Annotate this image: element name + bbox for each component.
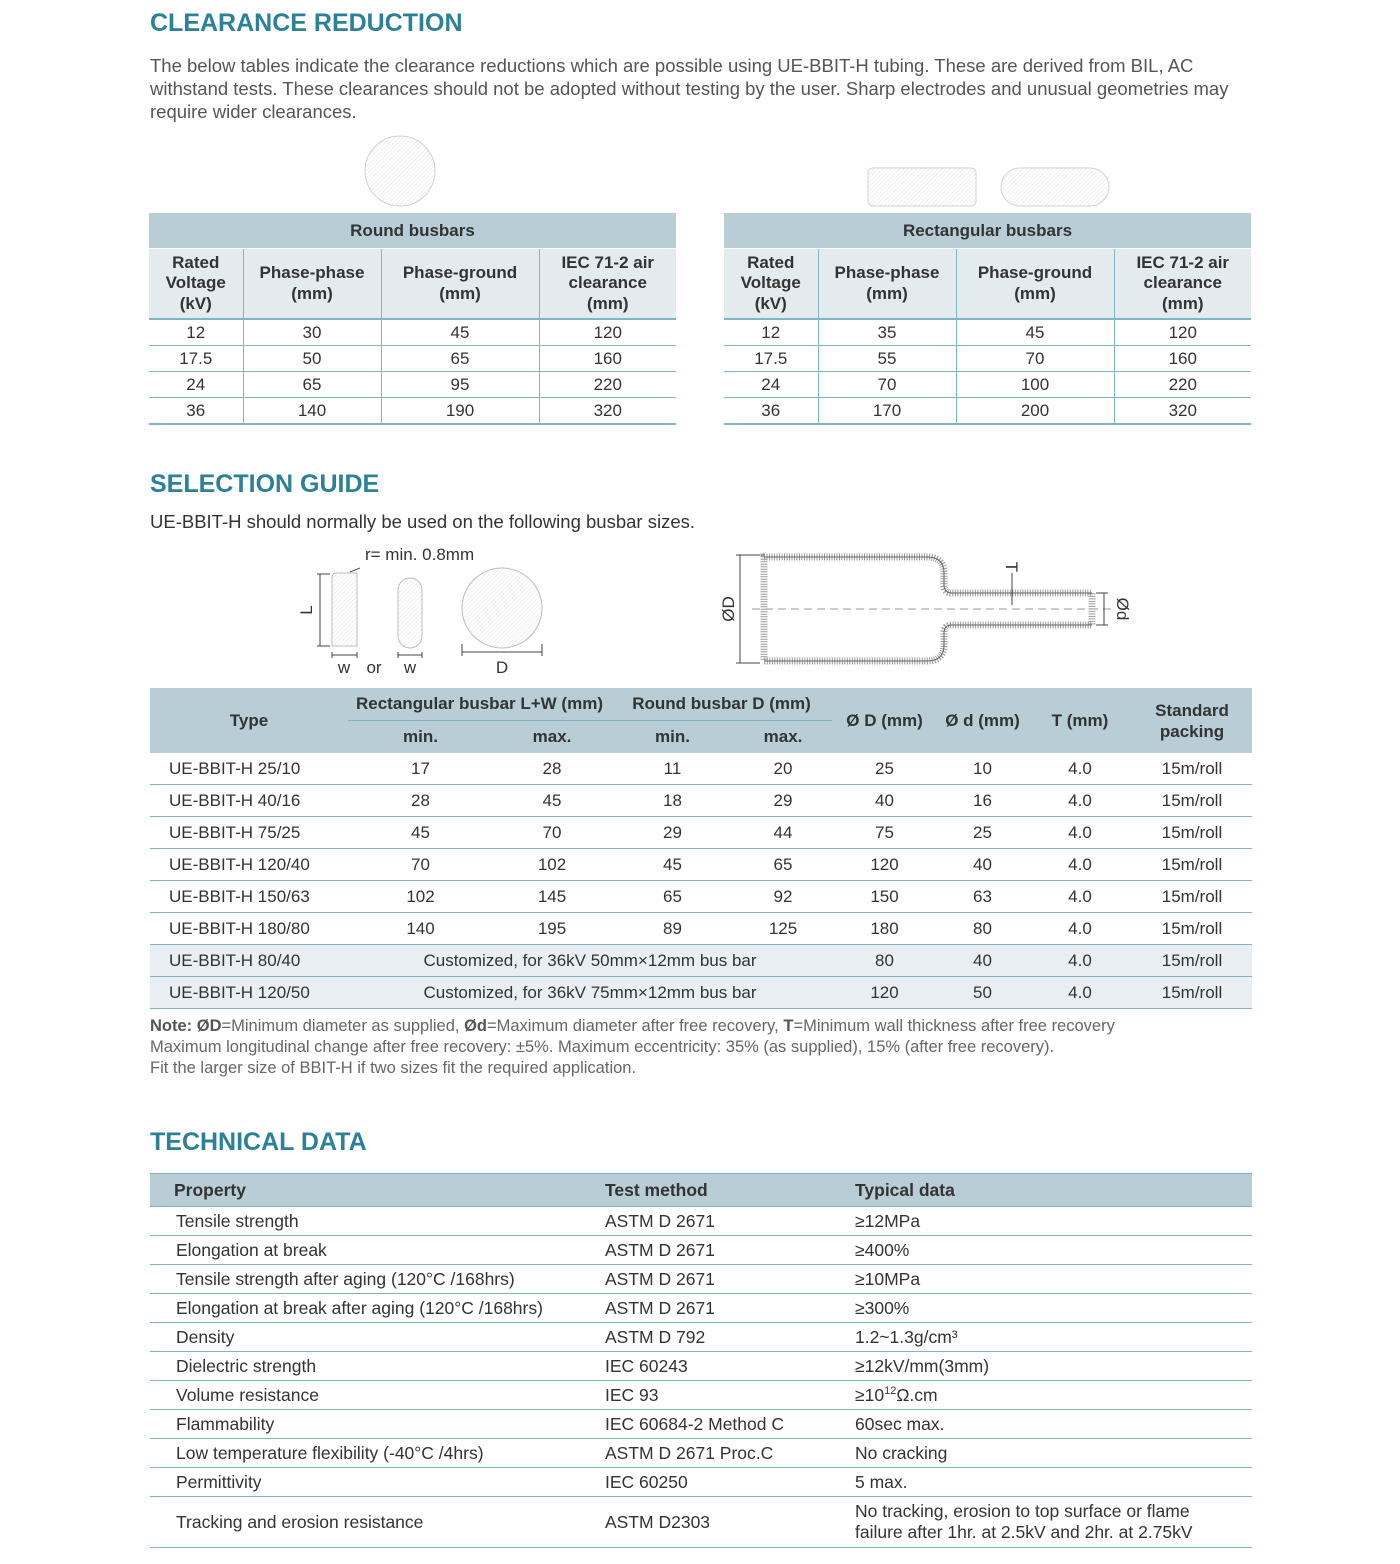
- table-row: [149, 319, 676, 346]
- table-cell: 35: [818, 319, 956, 346]
- column-header: Type: [150, 688, 348, 753]
- table-cell: 195: [493, 913, 611, 945]
- property-cell: Dielectric strength: [150, 1352, 605, 1381]
- table-cell: 92: [734, 881, 832, 913]
- test-method-cell: IEC 60243: [605, 1352, 855, 1381]
- typical-data-cell: ≥400%: [855, 1236, 1252, 1265]
- table-row: [150, 945, 1252, 977]
- table-row: [150, 881, 1252, 913]
- column-header: Phase-ground (mm): [381, 249, 539, 320]
- table-cell: 125: [734, 913, 832, 945]
- selection-intro: UE-BBIT-H should normally be used on the following busbar sizes.: [150, 511, 695, 532]
- table-row: [150, 1323, 1252, 1352]
- type-cell: UE-BBIT-H 120/50: [150, 977, 348, 1009]
- table-cell: 12: [149, 319, 243, 346]
- table-cell: 102: [493, 849, 611, 881]
- type-cell: UE-BBIT-H 120/40: [150, 849, 348, 881]
- table-cell: 44: [734, 817, 832, 849]
- column-header: Phase-phase (mm): [818, 249, 956, 320]
- property-cell: Tensile strength: [150, 1207, 605, 1236]
- technical-heading: TECHNICAL DATA: [150, 1128, 367, 1156]
- table-cell: 190: [381, 398, 539, 425]
- column-header: Rated Voltage (kV): [724, 249, 818, 320]
- table-cell: 70: [956, 346, 1114, 372]
- table-cell: 17: [348, 753, 493, 785]
- typical-line: failure after 1hr. at 2.5kV and 2hr. at 2.75kV: [855, 1522, 1193, 1542]
- note-text: =Minimum wall thickness after free recovery: [793, 1017, 1115, 1035]
- column-header: IEC 71-2 air clearance (mm): [1114, 249, 1251, 320]
- table-cell: 4.0: [1028, 753, 1132, 785]
- test-method-cell: ASTM D 2671: [605, 1207, 855, 1236]
- table-row: [150, 977, 1252, 1009]
- table-cell: 17.5: [149, 346, 243, 372]
- table-cell: 15m/roll: [1132, 753, 1252, 785]
- table-cell: 29: [611, 817, 734, 849]
- table-cell: 145: [493, 881, 611, 913]
- table-cell: 65: [734, 849, 832, 881]
- selection-table: [150, 688, 1252, 1009]
- table-cell: 12: [724, 319, 818, 346]
- table-cell: 15m/roll: [1132, 945, 1252, 977]
- note-text: =Minimum diameter as supplied,: [221, 1017, 465, 1035]
- d-symbol: Ød: [464, 1017, 487, 1035]
- table-cell: 200: [956, 398, 1114, 425]
- table-cell: 80: [832, 945, 937, 977]
- column-header: min.: [348, 721, 493, 754]
- note-line: Fit the larger size of BBIT-H if two sizes fit the required application.: [150, 1059, 637, 1077]
- table-cell: 4.0: [1028, 785, 1132, 817]
- type-cell: UE-BBIT-H 40/16: [150, 785, 348, 817]
- table-cell: 4.0: [1028, 849, 1132, 881]
- table-cell: 70: [348, 849, 493, 881]
- round-busbars-table: [149, 213, 676, 425]
- property-cell: Permittivity: [150, 1468, 605, 1497]
- table-cell: 120: [832, 977, 937, 1009]
- typical-data-cell: 5 max.: [855, 1468, 1252, 1497]
- column-header: max.: [493, 721, 611, 754]
- table-cell: 65: [243, 372, 381, 398]
- table-cell: 40: [832, 785, 937, 817]
- column-header: Rectangular busbar L+W (mm): [348, 688, 611, 721]
- typical-line: No tracking, erosion to top surface or flame: [855, 1501, 1190, 1521]
- technical-data-table: [150, 1173, 1252, 1548]
- table-cell: 140: [243, 398, 381, 425]
- table-row: [150, 913, 1252, 945]
- table-cell: 75: [832, 817, 937, 849]
- clearance-intro: The below tables indicate the clearance reductions which are possible using UE-BBIT-H tubing. These are derived from BIL, AC withstand tests. These clearances should not be adopted without testing by the user. Sharp electrodes and unusual geometries may require wider clearances.: [150, 55, 1229, 122]
- table-row: [149, 346, 676, 372]
- D-label: D: [495, 658, 509, 677]
- table-row: [150, 1468, 1252, 1497]
- table-cell: 80: [937, 913, 1028, 945]
- table-cell: 4.0: [1028, 881, 1132, 913]
- table-cell: 89: [611, 913, 734, 945]
- property-cell: Tracking and erosion resistance: [150, 1497, 605, 1548]
- custom-description-cell: Customized, for 36kV 75mm×12mm bus bar: [348, 977, 832, 1009]
- table-cell: 140: [348, 913, 493, 945]
- type-cell: UE-BBIT-H 180/80: [150, 913, 348, 945]
- table-cell: 102: [348, 881, 493, 913]
- table-cell: 24: [724, 372, 818, 398]
- property-cell: Elongation at break: [150, 1236, 605, 1265]
- outer-diameter-label: ØD: [719, 596, 738, 622]
- table-row: [150, 1236, 1252, 1265]
- column-header: Phase-phase (mm): [243, 249, 381, 320]
- table-cell: 160: [539, 346, 676, 372]
- L-label: L: [297, 605, 316, 615]
- note-label: Note:: [150, 1017, 193, 1035]
- table-cell: 70: [493, 817, 611, 849]
- test-method-cell: IEC 60684-2 Method C: [605, 1410, 855, 1439]
- table-cell: 36: [724, 398, 818, 425]
- typical-data-cell: ≥12MPa: [855, 1207, 1252, 1236]
- property-cell: Elongation at break after aging (120°C /168hrs): [150, 1294, 605, 1323]
- rectangular-busbar-icons: [865, 165, 1115, 209]
- table-cell: 63: [937, 881, 1028, 913]
- column-header: Ø d (mm): [937, 688, 1028, 753]
- note-text: =Maximum diameter after free recovery,: [487, 1017, 784, 1035]
- property-cell: Tensile strength after aging (120°C /168hrs): [150, 1265, 605, 1294]
- table-row: [724, 319, 1251, 346]
- t-symbol: T: [783, 1017, 794, 1035]
- table-row: [724, 372, 1251, 398]
- table-cell: 4.0: [1028, 817, 1132, 849]
- table-cell: 160: [1114, 346, 1251, 372]
- type-cell: UE-BBIT-H 80/40: [150, 945, 348, 977]
- column-header: Rated Voltage (kV): [149, 249, 243, 320]
- typical-unit: Ω.cm: [896, 1384, 938, 1405]
- table-cell: 40: [937, 849, 1028, 881]
- table-row: [149, 372, 676, 398]
- type-cell: UE-BBIT-H 150/63: [150, 881, 348, 913]
- rectangular-busbars-table: [724, 213, 1251, 425]
- table-cell: 220: [539, 372, 676, 398]
- test-method-cell: ASTM D 2671: [605, 1236, 855, 1265]
- table-cell: 65: [381, 346, 539, 372]
- note-line: Maximum longitudinal change after free recovery: ±5%. Maximum eccentricity: 35% (as supplied), 15% (after free recovery).: [150, 1038, 1055, 1056]
- table-cell: 45: [493, 785, 611, 817]
- table-row: [150, 817, 1252, 849]
- table-cell: 4.0: [1028, 945, 1132, 977]
- column-header: Ø D (mm): [832, 688, 937, 753]
- column-header: T (mm): [1028, 688, 1132, 753]
- busbar-dimensions-diagram: [290, 540, 560, 680]
- property-cell: Volume resistance: [150, 1381, 605, 1410]
- table-cell: 28: [493, 753, 611, 785]
- column-header: Typical data: [855, 1174, 1252, 1207]
- table-cell: 18: [611, 785, 734, 817]
- table-cell: 25: [937, 817, 1028, 849]
- table-cell: 180: [832, 913, 937, 945]
- type-cell: UE-BBIT-H 25/10: [150, 753, 348, 785]
- table-cell: 100: [956, 372, 1114, 398]
- table-row: [150, 1410, 1252, 1439]
- table-cell: 95: [381, 372, 539, 398]
- selection-heading: SELECTION GUIDE: [150, 470, 380, 498]
- table-cell: 170: [818, 398, 956, 425]
- table-row: [149, 398, 676, 425]
- table-cell: 120: [832, 849, 937, 881]
- or-label: or: [366, 658, 382, 677]
- table-cell: 17.5: [724, 346, 818, 372]
- table-cell: 65: [611, 881, 734, 913]
- typical-data-cell: No cracking: [855, 1439, 1252, 1468]
- test-method-cell: IEC 93: [605, 1381, 855, 1410]
- table-cell: 15m/roll: [1132, 881, 1252, 913]
- table-cell: 15m/roll: [1132, 817, 1252, 849]
- table-cell: 45: [381, 319, 539, 346]
- table-cell: 25: [832, 753, 937, 785]
- table-row: [150, 1352, 1252, 1381]
- typical-data-cell: ≥300%: [855, 1294, 1252, 1323]
- column-header: Phase-ground (mm): [956, 249, 1114, 320]
- table-cell: 15m/roll: [1132, 849, 1252, 881]
- table-cell: 120: [1114, 319, 1251, 346]
- test-method-cell: IEC 60250: [605, 1468, 855, 1497]
- test-method-cell: ASTM D2303: [605, 1497, 855, 1548]
- table-caption: Round busbars: [149, 213, 676, 249]
- thickness-label: T: [1002, 561, 1021, 573]
- table-cell: 320: [539, 398, 676, 425]
- typical-data-cell: [855, 1381, 1252, 1410]
- od-symbol: ØD: [196, 1017, 222, 1035]
- table-cell: 15m/roll: [1132, 785, 1252, 817]
- table-row: [150, 1381, 1252, 1410]
- table-cell: 70: [818, 372, 956, 398]
- tubing-dimensions-diagram: [712, 545, 1142, 670]
- table-cell: 45: [956, 319, 1114, 346]
- table-cell: 15m/roll: [1132, 977, 1252, 1009]
- type-cell: UE-BBIT-H 75/25: [150, 817, 348, 849]
- property-cell: Low temperature flexibility (-40°C /4hrs): [150, 1439, 605, 1468]
- custom-description-cell: Customized, for 36kV 50mm×12mm bus bar: [348, 945, 832, 977]
- table-cell: 29: [734, 785, 832, 817]
- typical-data-cell: ≥10MPa: [855, 1265, 1252, 1294]
- table-cell: 320: [1114, 398, 1251, 425]
- table-cell: 36: [149, 398, 243, 425]
- table-row: [150, 1294, 1252, 1323]
- table-row: [724, 346, 1251, 372]
- test-method-cell: ASTM D 2671: [605, 1294, 855, 1323]
- table-cell: 28: [348, 785, 493, 817]
- table-cell: 20: [734, 753, 832, 785]
- table-cell: 45: [611, 849, 734, 881]
- typical-value: ≥10: [855, 1384, 885, 1405]
- selection-note: [150, 1016, 1115, 1079]
- table-cell: 4.0: [1028, 913, 1132, 945]
- radius-label: r= min. 0.8mm: [365, 545, 475, 564]
- table-cell: 16: [937, 785, 1028, 817]
- table-row: [150, 1439, 1252, 1468]
- table-cell: 10: [937, 753, 1028, 785]
- test-method-cell: ASTM D 2671: [605, 1265, 855, 1294]
- table-row: [150, 753, 1252, 785]
- column-header: Property: [150, 1174, 605, 1207]
- column-header: IEC 71-2 air clearance (mm): [539, 249, 676, 320]
- w-label: w: [403, 658, 417, 677]
- table-cell: 15m/roll: [1132, 913, 1252, 945]
- table-cell: 40: [937, 945, 1028, 977]
- exponent: 12: [884, 1384, 897, 1397]
- table-cell: 50: [243, 346, 381, 372]
- table-row: [150, 785, 1252, 817]
- table-row: [724, 398, 1251, 425]
- typical-data-cell: ≥12kV/mm(3mm): [855, 1352, 1252, 1381]
- column-header: min.: [611, 721, 734, 754]
- test-method-cell: ASTM D 2671 Proc.C: [605, 1439, 855, 1468]
- typical-data-cell: [855, 1497, 1252, 1548]
- column-header: Test method: [605, 1174, 855, 1207]
- typical-data-cell: 1.2~1.3g/cm³: [855, 1323, 1252, 1352]
- table-cell: 220: [1114, 372, 1251, 398]
- table-cell: 50: [937, 977, 1028, 1009]
- table-cell: 30: [243, 319, 381, 346]
- property-cell: Flammability: [150, 1410, 605, 1439]
- table-cell: 4.0: [1028, 977, 1132, 1009]
- table-cell: 45: [348, 817, 493, 849]
- column-header: max.: [734, 721, 832, 754]
- table-cell: 11: [611, 753, 734, 785]
- round-busbar-icon: [360, 134, 442, 210]
- table-cell: 24: [149, 372, 243, 398]
- column-header: Standard packing: [1132, 688, 1252, 753]
- clearance-heading: CLEARANCE REDUCTION: [150, 9, 463, 37]
- table-cell: 150: [832, 881, 937, 913]
- table-row: [150, 1207, 1252, 1236]
- table-row: [150, 849, 1252, 881]
- test-method-cell: ASTM D 792: [605, 1323, 855, 1352]
- table-cell: 55: [818, 346, 956, 372]
- typical-data-cell: 60sec max.: [855, 1410, 1252, 1439]
- table-caption: Rectangular busbars: [724, 213, 1251, 249]
- property-cell: Density: [150, 1323, 605, 1352]
- table-cell: 120: [539, 319, 676, 346]
- w-label: w: [337, 658, 351, 677]
- inner-diameter-label: Ød: [1113, 597, 1132, 621]
- column-header: Round busbar D (mm): [611, 688, 832, 721]
- table-row: [150, 1497, 1252, 1548]
- table-row: [150, 1265, 1252, 1294]
